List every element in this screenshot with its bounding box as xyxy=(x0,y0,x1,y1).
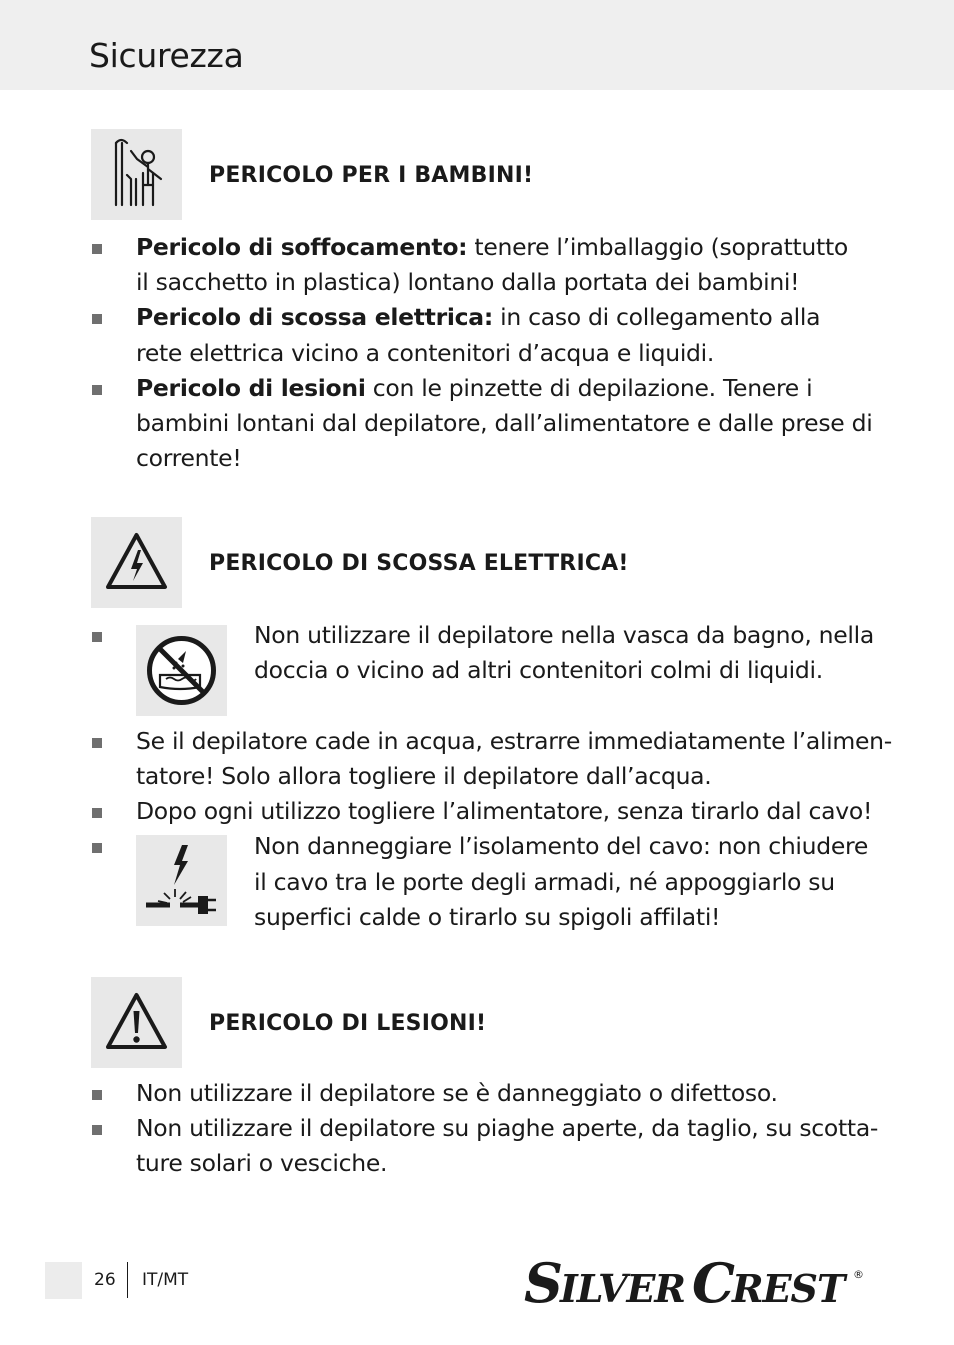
svg-text:ILVER: ILVER xyxy=(560,1266,686,1311)
bullet-marker xyxy=(92,1090,102,1100)
bullet-marker xyxy=(92,244,102,254)
children-bullet-2-cont: rete elettrica vicino a contenitori d’acqua e liquidi. xyxy=(136,339,715,367)
electric-bullet-1-cont: doccia o vicino ad altri contenitori colmi di liquidi. xyxy=(254,656,823,684)
no-bath-shower-icon xyxy=(136,625,227,716)
page-number: 26 xyxy=(94,1270,116,1290)
children-bullet-1-cont: il sacchetto in plastica) lontano dalla portata dei bambini! xyxy=(136,268,800,296)
electric-bullet-4-cont: superfici calde o tirarlo su spigoli affilati! xyxy=(254,903,721,931)
damaged-cable-icon xyxy=(136,835,227,926)
children-bullet-3-cont: bambini lontani dal depilatore, dall’alimentatore e dalle prese di xyxy=(136,409,873,437)
bullet-marker xyxy=(92,385,102,395)
electric-bullet-2: Se il depilatore cade in acqua, estrarre immediatamente l’alimen- xyxy=(136,727,892,755)
language-code: IT/MT xyxy=(142,1270,189,1290)
electric-bullet-2-cont: tatore! Solo allora togliere il depilatore dall’acqua. xyxy=(136,762,712,790)
bullet-marker xyxy=(92,1125,102,1135)
high-voltage-warning-icon xyxy=(91,517,182,608)
electric-bullet-4: Non danneggiare l’isolamento del cavo: non chiudere xyxy=(254,832,869,860)
silvercrest-logo xyxy=(520,1252,865,1312)
electric-bullet-1: Non utilizzare il depilatore nella vasca da bagno, nella xyxy=(254,621,874,649)
electric-bullet-4-cont: il cavo tra le porte degli armadi, né appoggiarlo su xyxy=(254,868,835,896)
bullet-marker xyxy=(92,632,102,642)
svg-text:REST: REST xyxy=(732,1266,845,1311)
warning-exclamation-icon xyxy=(91,977,182,1068)
electric-bullet-3: Dopo ogni utilizzo togliere l’alimentatore, senza tirarlo dal cavo! xyxy=(136,797,873,825)
section-heading-injury: PERICOLO DI LESIONI! xyxy=(209,1011,487,1036)
footer-divider xyxy=(127,1262,128,1298)
child-danger-icon xyxy=(91,129,182,220)
bullet-marker xyxy=(92,738,102,748)
bullet-marker xyxy=(92,808,102,818)
children-bullet-3-cont: corrente! xyxy=(136,444,242,472)
children-bullet-3: Pericolo di lesioni con le pinzette di depilazione. Tenere i xyxy=(136,374,813,402)
children-bullet-2: Pericolo di scossa elettrica: in caso di collegamento alla xyxy=(136,303,821,331)
bullet-marker xyxy=(92,314,102,324)
injury-bullet-2-cont: ture solari o vesciche. xyxy=(136,1149,388,1177)
section-heading-children: PERICOLO PER I BAMBINI! xyxy=(209,163,534,188)
section-heading-electric: PERICOLO DI SCOSSA ELETTRICA! xyxy=(209,551,629,576)
svg-text:C: C xyxy=(692,1252,735,1312)
children-bullet-1: Pericolo di soffocamento: tenere l’imballaggio (soprattutto xyxy=(136,233,848,261)
page-header xyxy=(0,0,954,90)
registered-mark: ® xyxy=(853,1268,864,1281)
injury-bullet-1: Non utilizzare il depilatore se è danneggiato o difettoso. xyxy=(136,1079,778,1107)
injury-bullet-2: Non utilizzare il depilatore su piaghe aperte, da taglio, su scotta- xyxy=(136,1114,879,1142)
svg-text:S: S xyxy=(524,1252,563,1312)
footer-marker-box xyxy=(45,1262,82,1299)
page-title: Sicurezza xyxy=(89,36,244,75)
bullet-marker xyxy=(92,843,102,853)
